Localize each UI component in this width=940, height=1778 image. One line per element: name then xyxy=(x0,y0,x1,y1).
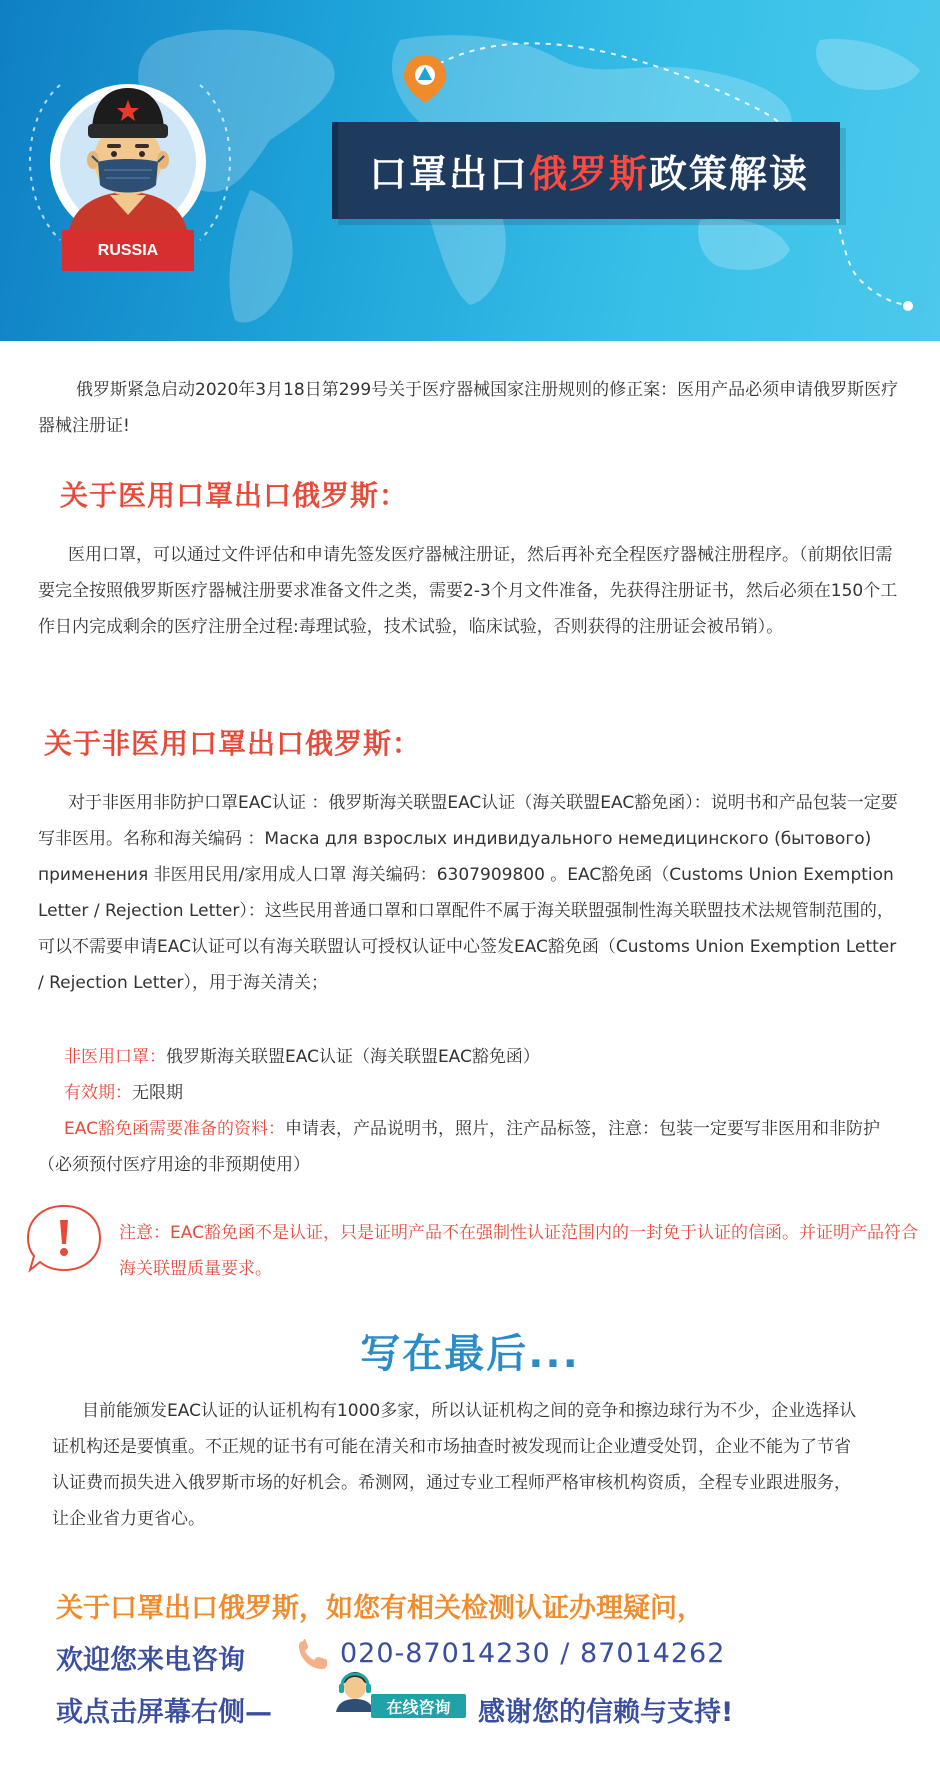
medical-section-body: 医用口罩，可以通过文件评估和申请先签发医疗器械注册证，然后再补充全程医疗器械注册程序。（前期依旧需要完全按照俄罗斯医疗器械注册要求准备文件之类，需要2-3个月文件准备，先获得注册证书，然后必须在150个工作日内完成剩余的医疗注册全过程:毒理试验，技术试验，临床试验，否则获得的注册证会被吊销）。 xyxy=(38,545,898,637)
nonmedical-item-mask xyxy=(64,1039,904,1075)
contact-phone[interactable]: 020-87014230 / 87014262 xyxy=(340,1638,726,1669)
contact-line2 xyxy=(56,1638,245,1677)
phone-icon xyxy=(296,1638,330,1672)
final-body: 目前能颁发EAC认证的认证机构有1000多家，所以认证机构之间的竞争和擦边球行为不少，企业选择认证机构还是要慎重。不正规的证书有可能在清关和市场抽查时被发现而让企业遭受处罚，企业不能为了节省认证费而损失进入俄罗斯市场的好机会。希测网，通过专业工程师严格审核机构资质，全程专业跟进服务，让企业省力更省心。 xyxy=(52,1401,857,1529)
avatar-illustration xyxy=(50,84,206,240)
item-value: 无限期 xyxy=(132,1083,183,1103)
banner-title-part2: 政策解读 xyxy=(649,152,810,196)
banner-title-part1: 口罩出口 xyxy=(368,152,529,196)
contact-line1: 关于口罩出口俄罗斯，如您有相关检测认证办理疑问， xyxy=(56,1593,704,1624)
item-label: EAC豁免函需要准备的资料： xyxy=(64,1119,285,1139)
item-label: 有效期： xyxy=(64,1083,132,1103)
banner-title xyxy=(332,122,840,219)
online-consult-button[interactable]: 在线咨询 xyxy=(371,1694,466,1718)
banner-title-highlight: 俄罗斯 xyxy=(528,152,649,196)
item-value: 申请表，产品说明书，照片，注产品标签，注意：包装一定要写非医用和非防护（必须预付医疗用途的非预期使用） xyxy=(38,1119,880,1175)
nonmedical-section-body: 对于非医用非防护口罩EAC认证 ：俄罗斯海关联盟EAC认证（海关联盟EAC豁免函）：说明书和产品包装一定要写非医用。名称和海关编码 ：Маска для взрослых индивидуального немедицинского (бытового) применения 非医用民用/家用成人口罩 海关编码：6307909800 。EAC豁免函（Customs Union Exemption Letter / Rejection Letter）：这些民用普通口罩和口罩配件不属于海关联盟强制性海关联盟技术法规管制范围的，可以不需要申请EAC认证可以有海关联盟认可授权认证中心签发EAC豁免函（Customs Union Exemption Letter / Rejection Letter），用于海关清关； xyxy=(38,793,898,993)
country-tag: RUSSIA xyxy=(62,230,194,271)
nonmedical-section-heading: 关于非医用口罩出口俄罗斯： xyxy=(44,727,422,760)
nonmedical-item-documents xyxy=(38,1111,904,1183)
item-value: 俄罗斯海关联盟EAC认证（海关联盟EAC豁免函） xyxy=(166,1047,540,1067)
contact-line3-prefix: 或点击屏幕右侧— xyxy=(56,1697,272,1728)
contact-call-text: 欢迎您来电咨询 xyxy=(56,1645,245,1676)
exclamation-icon xyxy=(24,1200,104,1276)
header-banner xyxy=(0,0,940,341)
nonmedical-item-validity xyxy=(64,1075,904,1111)
medical-section-heading: 关于医用口罩出口俄罗斯： xyxy=(60,479,409,512)
item-label: 非医用口罩： xyxy=(64,1047,166,1067)
contact-line3-suffix: 感谢您的信赖与支持! xyxy=(478,1697,734,1728)
intro-paragraph: 俄罗斯紧急启动2020年3月18日第299号关于医疗器械国家注册规则的修正案：医用产品必须申请俄罗斯医疗器械注册证! xyxy=(38,380,899,436)
warning-text: 注意：EAC豁免函不是认证，只是证明产品不在强制性认证范围内的一封免于认证的信函。并证明产品符合海关联盟质量要求。 xyxy=(119,1223,918,1279)
final-heading: 写在最后... xyxy=(360,1331,580,1377)
